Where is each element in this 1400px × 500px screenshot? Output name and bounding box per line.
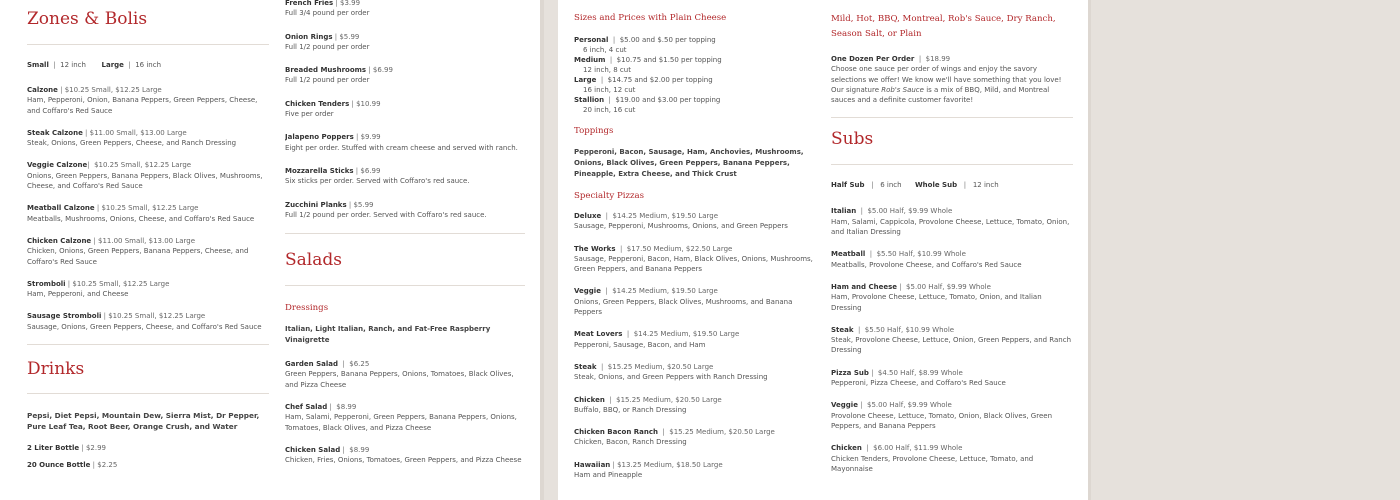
- item-description: Buffalo, BBQ, or Ranch Dressing: [574, 405, 687, 414]
- size-row: Large | $14.75 and $2.00 per topping 16 inch, 12 cut: [574, 75, 814, 95]
- item-description: Choose one sauce per order of wings and enjoy the savory selections we offer! We know we'll have something that you love! Our signature: [831, 65, 1062, 94]
- item-description: Meatballs, Provolone Cheese, and Coffaro's Red Sauce: [831, 260, 1022, 269]
- item-price: $18.99: [925, 55, 951, 63]
- item-price: $10.25 Small, $12.25 Large: [101, 204, 199, 213]
- item-name: Veggie Calzone: [27, 161, 88, 170]
- item-description: Chicken Tenders, Provolone Cheese, Lettuce, Tomato, and Mayonnaise: [831, 454, 1034, 473]
- menu-panel-left: [0, 0, 285, 500]
- item-name: Chicken Bacon Ranch: [574, 428, 658, 437]
- sides-column: [285, 0, 525, 478]
- specialty-title: Specialty Pizzas: [574, 191, 645, 201]
- wings-item: One Dozen Per Order | $18.99 Choose one sauce per order of wings and enjoy the savory selections we offer! We know we'll have something that you love! Our signature Rob's Sauce is a mix of BBQ, Mild, and Montreal sauces and a definite customer favorite!: [831, 55, 1062, 105]
- zones-sizes: Small | 12 inch Large | 16 inch: [27, 61, 162, 69]
- item-description: Onions, Green Peppers, Banana Peppers, Black Olives, Mushrooms, Cheese, and Coffaro's Red Sauce: [27, 171, 263, 191]
- item-name: Chicken: [574, 395, 605, 404]
- item-price: $5.99: [339, 32, 360, 41]
- item-name: Breaded Mushrooms: [285, 66, 367, 75]
- list-item: Steak | $5.50 Half, $10.99 Whole Steak, Provolone Cheese, Lettuce, Onion, Green Peppers, and Ranch Dressing: [831, 325, 1072, 355]
- list-item: Meatball | $5.50 Half, $10.99 Whole Meatballs, Provolone Cheese, and Coffaro's Red Sauce: [831, 250, 1022, 269]
- item-price: $5.00 Half, $9.99 Whole: [867, 401, 952, 410]
- list-item: Chef Salad | $8.99 Ham, Salami, Pepperoni, Green Peppers, Banana Peppers, Onions, Tomatoes, Black Olives, and Pizza Cheese: [285, 403, 517, 432]
- size-label: Half Sub: [831, 181, 865, 190]
- list-item: Onion Rings | $5.99 Full 1/2 pound per order: [285, 32, 370, 51]
- item-name: Meatball: [831, 250, 866, 259]
- item-price: $2.25: [97, 461, 118, 470]
- item-description: Ham, Provolone Cheese, Lettuce, Tomato, Onion, and Italian Dressing: [831, 293, 1042, 312]
- item-name: Chicken Salad: [285, 445, 341, 454]
- pizza-sizes: [574, 35, 814, 115]
- specialty-list: [574, 211, 814, 480]
- item-name: Ham and Cheese: [831, 282, 897, 291]
- item-name: Italian: [831, 207, 857, 216]
- list-item: Jalapeno Poppers | $9.99 Eight per order. Stuffed with cream cheese and served with ranch.: [285, 133, 518, 152]
- item-name: Veggie: [831, 401, 858, 410]
- subs-list: [831, 206, 1073, 474]
- toppings-title: Toppings: [574, 126, 614, 136]
- item-price: $10.25 Small, $12.25 Large: [64, 86, 162, 94]
- item-name: Chef Salad: [285, 403, 328, 412]
- list-item: Veggie | $5.00 Half, $9.99 Whole Provolone Cheese, Lettuce, Tomato, Onion, Black Olives, Green Peppers, and Banana Peppers: [831, 401, 1053, 430]
- item-name: Stromboli: [27, 279, 66, 288]
- list-item: Pizza Sub | $4.50 Half, $8.99 Whole Pepperoni, Pizza Cheese, and Coffaro's Red Sauce: [831, 368, 1006, 388]
- subs-sizes: Half Sub | 6 inch Whole Sub | 12 inch: [831, 181, 999, 190]
- size-name: Medium: [574, 56, 606, 64]
- item-price: $10.99: [356, 99, 381, 108]
- size-detail: 16 inch, 12 cut: [583, 86, 636, 94]
- item-price: $6.99: [372, 66, 393, 75]
- item-description: Eight per order. Stuffed with cream cheese and served with ranch.: [285, 143, 518, 152]
- list-item: Veggie | $14.25 Medium, $19.50 Large Onions, Green Peppers, Black Olives, Mushrooms, and Banana Peppers: [574, 287, 793, 317]
- item-description: Pepperoni, Pizza Cheese, and Coffaro's Red Sauce: [831, 379, 1006, 388]
- list-item: Veggie Calzone| $10.25 Small, $12.25 Large Onions, Green Peppers, Banana Peppers, Black Olives, Mushrooms, Cheese, and Coffaro's Red Sauce: [27, 161, 263, 191]
- list-item: Chicken | $6.00 Half, $11.99 Whole Chicken Tenders, Provolone Cheese, Lettuce, Tomato, and Mayonnaise: [831, 444, 1034, 473]
- item-price: $4.50 Half, $8.99 Whole: [877, 368, 963, 377]
- list-item: Breaded Mushrooms | $6.99 Full 1/2 pound per order: [285, 66, 393, 85]
- item-name: Veggie: [574, 287, 601, 296]
- item-name: Chicken Tenders: [285, 99, 350, 108]
- list-item: Meatball Calzone | $10.25 Small, $12.25 Large Meatballs, Mushrooms, Onions, Cheese, and Coffaro's Red Sauce: [27, 204, 255, 223]
- item-description: Full 1/2 pound per order: [285, 76, 370, 85]
- size-label: Large: [101, 61, 124, 69]
- item-price: $14.25 Medium, $19.50 Large: [633, 330, 740, 339]
- toppings-list: Pepperoni, Bacon, Sausage, Ham, Anchovies, Mushrooms, Onions, Black Olives, Green Peppers, Banana Peppers, Pineapple, Extra Cheese, and Thick Crust: [574, 148, 804, 178]
- list-item: Steak Calzone | $11.00 Small, $13.00 Large Steak, Onions, Green Peppers, Cheese, and Ranch Dressing: [27, 128, 237, 148]
- wings-subs-column: [831, 12, 1073, 486]
- size-price: $10.75 and $1.50 per topping: [616, 56, 722, 64]
- zones-column: [27, 0, 269, 483]
- page-gutter: [540, 0, 544, 500]
- item-description: Sausage, Pepperoni, Bacon, Ham, Black Olives, Onions, Mushrooms, Green Peppers, and Banana Peppers: [574, 254, 813, 274]
- size-name: Stallion: [574, 96, 605, 104]
- item-description: Sausage, Onions, Green Peppers, Cheese, and Coffaro's Red Sauce: [27, 322, 262, 331]
- menu-panel-middle: [285, 0, 540, 500]
- item-name: 2 Liter Bottle: [27, 444, 80, 453]
- item-price: $5.50 Half, $10.99 Whole: [876, 250, 966, 259]
- list-item: Mozzarella Sticks | $6.99 Six sticks per order. Served with Coffaro's red sauce.: [285, 166, 470, 186]
- item-price: $5.99: [353, 200, 374, 209]
- list-item: Chicken Salad | $8.99 Chicken, Fries, Onions, Tomatoes, Green Peppers, and Pizza Cheese: [285, 445, 522, 465]
- item-description: Sausage, Pepperoni, Mushrooms, Onions, and Green Peppers: [574, 222, 788, 231]
- item-name: Sausage Stromboli: [27, 312, 102, 321]
- item-price: $6.99: [360, 166, 381, 175]
- item-name: Steak: [831, 325, 854, 334]
- subs-title: Subs: [831, 129, 874, 150]
- item-name: The Works: [574, 244, 616, 253]
- item-description-cont: is a mix of BBQ, Mild, and Montreal sauces and a definite customer favorite!: [831, 85, 1050, 105]
- size-name: Large: [574, 76, 597, 84]
- divider: [27, 393, 269, 394]
- list-item: Garden Salad | $6.25 Green Peppers, Banana Peppers, Onions, Tomatoes, Black Olives, and Pizza Cheese: [285, 360, 514, 389]
- size-price: $5.00 and $.50 per topping: [619, 36, 716, 44]
- size-detail: 20 inch, 16 cut: [583, 106, 636, 114]
- item-name: Meatball Calzone: [27, 204, 95, 213]
- list-item: Zucchini Planks | $5.99 Full 1/2 pound per order. Served with Coffaro's red sauce.: [285, 200, 487, 219]
- item-description: Full 3/4 pound per order: [285, 9, 370, 18]
- item-name: Onion Rings: [285, 32, 333, 41]
- list-item: 20 Ounce Bottle | $2.25: [27, 461, 118, 470]
- list-item: Steak | $15.25 Medium, $20.50 Large Steak, Onions, and Green Peppers with Ranch Dressing: [574, 362, 768, 382]
- item-name: Mozzarella Sticks: [285, 166, 354, 175]
- item-description: Full 1/2 pound per order: [285, 42, 370, 51]
- item-description: Chicken, Bacon, Ranch Dressing: [574, 438, 687, 447]
- item-name: 20 Ounce Bottle: [27, 461, 91, 470]
- item-name: One Dozen Per Order: [831, 55, 915, 63]
- item-price: $5.00 Half, $9.99 Whole: [867, 207, 953, 216]
- item-description: Pepperoni, Sausage, Bacon, and Ham: [574, 340, 706, 349]
- list-item: Meat Lovers | $14.25 Medium, $19.50 Large Pepperoni, Sausage, Bacon, and Ham: [574, 330, 740, 349]
- item-name: Garden Salad: [285, 360, 338, 369]
- wings-title: Mild, Hot, BBQ, Montreal, Rob's Sauce, Dry Ranch, Season Salt, or Plain: [831, 14, 1056, 39]
- item-description: Chicken, Fries, Onions, Tomatoes, Green Peppers, and Pizza Cheese: [285, 456, 522, 465]
- item-description: Green Peppers, Banana Peppers, Onions, Tomatoes, Black Olives, and Pizza Cheese: [285, 370, 514, 389]
- list-item: Stromboli | $10.25 Small, $12.25 Large Ham, Pepperoni, and Cheese: [27, 279, 170, 299]
- item-price: $3.99: [340, 0, 361, 7]
- item-name: Meat Lovers: [574, 330, 623, 339]
- zones-title: Zones & Bolis: [27, 9, 148, 29]
- list-item: Deluxe | $14.25 Medium, $19.50 Large Sausage, Pepperoni, Mushrooms, Onions, and Green Peppers: [574, 212, 788, 231]
- item-name: Pizza Sub: [831, 368, 869, 377]
- item-description: Steak, Onions, and Green Peppers with Ranch Dressing: [574, 373, 768, 382]
- item-name: Hawaiian: [574, 460, 611, 469]
- list-item: The Works | $17.50 Medium, $22.50 Large Sausage, Pepperoni, Bacon, Ham, Black Olives, Onions, Mushrooms, Green Peppers, and Banana Peppers: [574, 244, 813, 274]
- list-item: French Fries | $3.99 Full 3/4 pound per order: [285, 0, 370, 18]
- item-price: $2.99: [85, 444, 106, 453]
- divider: [285, 233, 525, 234]
- item-name: Steak: [574, 362, 597, 371]
- item-description: Five per order: [285, 110, 334, 119]
- menu-panel-right: [558, 0, 1088, 500]
- item-description: Six sticks per order. Served with Coffaro's red sauce.: [285, 177, 470, 186]
- size-detail: 12 inch, 8 cut: [583, 66, 631, 74]
- list-item: Chicken | $15.25 Medium, $20.50 Large Buffalo, BBQ, or Ranch Dressing: [574, 395, 722, 414]
- item-name: Chicken: [831, 444, 862, 453]
- item-price: $13.25 Medium, $18.50 Large: [617, 460, 723, 469]
- page-edge: [1088, 0, 1091, 500]
- size-name: Personal: [574, 36, 609, 44]
- zones-list: [27, 85, 269, 332]
- pizza-column: [574, 12, 814, 492]
- item-price: $15.25 Medium, $20.50 Large: [607, 362, 714, 371]
- drinks-title: Drinks: [27, 359, 85, 380]
- item-price: $17.50 Medium, $22.50 Large: [626, 244, 733, 253]
- list-item: Chicken Bacon Ranch | $15.25 Medium, $20.50 Large Chicken, Bacon, Ranch Dressing: [574, 428, 775, 447]
- size-value: 12 inch: [60, 61, 86, 69]
- list-item: Chicken Tenders | $10.99 Five per order: [285, 99, 381, 119]
- item-price: $14.25 Medium, $19.50 Large: [612, 287, 718, 296]
- item-price: $8.99: [336, 403, 357, 412]
- item-name: French Fries: [285, 0, 334, 7]
- size-value: 16 inch: [135, 61, 162, 69]
- item-description: Ham, Salami, Pepperoni, Green Peppers, Banana Peppers, Onions, Tomatoes, Black Olives, and Pizza Cheese: [285, 413, 517, 432]
- list-item: Italian | $5.00 Half, $9.99 Whole Ham, Salami, Cappicola, Provolone Cheese, Lettuce, Tomato, Onion, and Italian Dressing: [831, 207, 1070, 237]
- divider: [831, 164, 1073, 165]
- item-price: $11.00 Small, $13.00 Large: [89, 128, 187, 137]
- item-price: $11.00 Small, $13.00 Large: [98, 236, 196, 245]
- item-name: Jalapeno Poppers: [285, 133, 354, 142]
- list-item: 2 Liter Bottle | $2.99: [27, 444, 106, 453]
- size-price: $14.75 and $2.00 per topping: [607, 76, 713, 84]
- list-item: Chicken Calzone | $11.00 Small, $13.00 Large Chicken, Onions, Green Peppers, Banana Peppers, Cheese, and Coffaro's Red Sauce: [27, 236, 249, 266]
- item-price: $5.00 Half, $9.99 Whole: [906, 282, 991, 291]
- size-label: Small: [27, 61, 49, 69]
- item-description: Steak, Provolone Cheese, Lettuce, Onion, Green Peppers, and Ranch Dressing: [831, 336, 1072, 355]
- list-item: Calzone | $10.25 Small, $12.25 Large Ham, Pepperoni, Onion, Banana Peppers, Green Peppers, Cheese, and Coffaro's Red Sauce: [27, 86, 258, 115]
- item-name: Chicken Calzone: [27, 236, 92, 245]
- item-description: Onions, Green Peppers, Black Olives, Mushrooms, and Banana Peppers: [574, 297, 793, 317]
- salads-title: Salads: [285, 250, 342, 271]
- item-price: $6.00 Half, $11.99 Whole: [873, 444, 963, 453]
- item-name: Calzone: [27, 86, 58, 94]
- size-value: 12 inch: [972, 181, 999, 190]
- item-description: Meatballs, Mushrooms, Onions, Cheese, and Coffaro's Red Sauce: [27, 214, 255, 223]
- item-description: Steak, Onions, Green Peppers, Cheese, and Ranch Dressing: [27, 139, 237, 148]
- item-price: $15.25 Medium, $20.50 Large: [669, 428, 775, 437]
- item-price: $5.50 Half, $10.99 Whole: [864, 325, 955, 334]
- dressings-title: Dressings: [285, 303, 329, 314]
- item-price: $6.25: [349, 360, 370, 369]
- size-row: Stallion | $19.00 and $3.00 per topping 20 inch, 16 cut: [574, 95, 814, 115]
- divider: [831, 117, 1073, 118]
- list-item: Sausage Stromboli | $10.25 Small, $12.25 Large Sausage, Onions, Green Peppers, Cheese, and Coffaro's Red Sauce: [27, 312, 262, 331]
- salads-list: [285, 359, 525, 465]
- list-item: Ham and Cheese | $5.00 Half, $9.99 Whole Ham, Provolone Cheese, Lettuce, Tomato, Onion, and Italian Dressing: [831, 282, 1042, 312]
- item-price: $10.25 Small, $12.25 Large: [94, 161, 192, 170]
- size-row: Medium | $10.75 and $1.50 per topping 12 inch, 8 cut: [574, 55, 814, 75]
- item-price: $14.25 Medium, $19.50 Large: [612, 212, 719, 220]
- divider: [27, 344, 269, 345]
- divider: [285, 285, 525, 286]
- item-name: Steak Calzone: [27, 128, 83, 137]
- item-description: Ham, Pepperoni, and Cheese: [27, 290, 129, 299]
- item-name: Deluxe: [574, 212, 602, 220]
- item-price: $10.25 Small, $12.25 Large: [108, 312, 206, 321]
- dressings-list: Italian, Light Italian, Ranch, and Fat-Free Raspberry Vinaigrette: [285, 325, 491, 345]
- drinks-list: Pepsi, Diet Pepsi, Mountain Dew, Sierra Mist, Dr Pepper, Pure Leaf Tea, Root Beer, Orange Crush, and Water: [27, 411, 260, 432]
- signature-sauce: Rob's Sauce: [881, 85, 924, 94]
- item-price: $8.99: [349, 445, 370, 454]
- item-price: $9.99: [360, 133, 381, 142]
- size-detail: 6 inch, 4 cut: [583, 46, 627, 54]
- item-description: Ham, Salami, Cappicola, Provolone Cheese, Lettuce, Tomato, Onion, and Italian Dressing: [831, 217, 1070, 237]
- item-description: Ham, Pepperoni, Onion, Banana Peppers, Green Peppers, Cheese, and Coffaro's Red Sauce: [27, 96, 258, 115]
- pizza-sizes-title: Sizes and Prices with Plain Cheese: [574, 13, 727, 23]
- divider: [27, 44, 269, 45]
- item-description: Chicken, Onions, Green Peppers, Banana Peppers, Cheese, and Coffaro's Red Sauce: [27, 247, 249, 266]
- size-row: Personal | $5.00 and $.50 per topping 6 inch, 4 cut: [574, 35, 814, 55]
- list-item: Hawaiian | $13.25 Medium, $18.50 Large Ham and Pineapple: [574, 460, 723, 480]
- item-description: Provolone Cheese, Lettuce, Tomato, Onion, Black Olives, Green Peppers, and Banana Peppers: [831, 411, 1053, 430]
- item-description: Full 1/2 pound per order. Served with Coffaro's red sauce.: [285, 210, 487, 219]
- size-label: Whole Sub: [914, 181, 958, 190]
- item-price: $10.25 Small, $12.25 Large: [72, 279, 170, 288]
- item-price: $15.25 Medium, $20.50 Large: [616, 395, 722, 404]
- size-price: $19.00 and $3.00 per topping: [615, 96, 721, 104]
- item-name: Zucchini Planks: [285, 200, 347, 209]
- item-description: Ham and Pineapple: [574, 471, 643, 480]
- size-value: 6 inch: [880, 181, 902, 190]
